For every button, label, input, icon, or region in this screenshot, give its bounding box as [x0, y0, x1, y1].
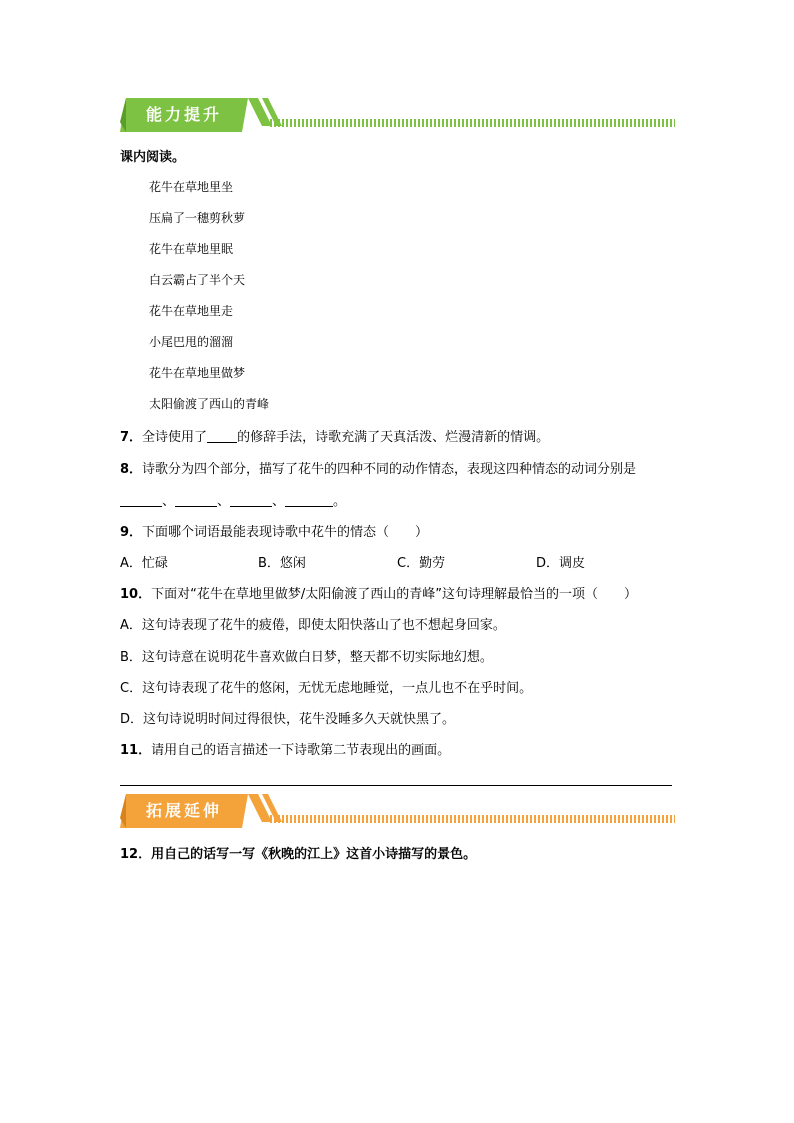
poem-line: 花牛在草地里眠	[149, 242, 234, 256]
poem-line: 白云霸占了半个天	[149, 273, 246, 287]
question-7	[120, 426, 549, 445]
question-8	[120, 458, 636, 477]
option-d[interactable]: D．调皮	[536, 556, 586, 571]
question-text: 下面对“花牛在草地里做梦/太阳偷渡了西山的青峰”这句诗理解最恰当的一项（ ）	[151, 587, 637, 602]
poem-line: 花牛在草地里走	[149, 304, 234, 318]
question-number: 7．	[120, 430, 143, 445]
poem-line: 小尾巴甩的溜溜	[149, 335, 234, 349]
option-a[interactable]: A．忙碌	[120, 556, 168, 571]
answer-blank[interactable]	[207, 428, 237, 443]
end-mark: 。	[333, 494, 347, 509]
option-b[interactable]: B．这句诗意在说明花牛喜欢做白日梦，整天都不切实际地幻想。	[120, 650, 493, 665]
option-c[interactable]: C．这句诗表现了花牛的悠闲，无忧无虑地睡觉，一点儿也不在乎时间。	[120, 681, 533, 696]
separator: 、	[162, 494, 176, 509]
reading-label: 课内阅读。	[120, 150, 186, 165]
separator: 、	[217, 494, 231, 509]
section-title-ability: 能力提升	[145, 105, 222, 124]
question-number: 10．	[120, 587, 152, 602]
question-text: 诗歌分为四个部分，描写了花牛的四种不同的动作情态，表现这四种情态的动词分别是	[142, 462, 637, 477]
question-8-blanks	[120, 490, 346, 509]
question-11	[120, 739, 450, 758]
question-text: 的修辞手法，诗歌充满了天真活泼、烂漫清新的情调。	[237, 430, 550, 445]
question-9	[120, 521, 428, 540]
option-b[interactable]: B．悠闲	[258, 556, 306, 571]
question-10	[120, 583, 637, 602]
answer-blank[interactable]	[285, 492, 333, 507]
question-number: 12．	[120, 847, 152, 862]
question-text: 请用自己的语言描述一下诗歌第二节表现出的画面。	[151, 743, 451, 758]
question-12	[120, 843, 476, 862]
poem-line: 花牛在草地里坐	[149, 180, 234, 194]
question-text: 用自己的话写一写《秋晚的江上》这首小诗描写的景色。	[151, 847, 477, 862]
answer-blank[interactable]	[120, 492, 162, 507]
poem-line: 花牛在草地里做梦	[149, 366, 246, 380]
separator: 、	[272, 494, 286, 509]
section-title-extension: 拓展延伸	[145, 801, 222, 820]
question-number: 11．	[120, 743, 152, 758]
question-number: 9．	[120, 525, 143, 540]
question-text: 下面哪个词语最能表现诗歌中花牛的情态（ ）	[142, 525, 429, 540]
option-d[interactable]: D．这句诗说明时间过得很快，花牛没睡多久天就快黑了。	[120, 712, 456, 727]
section-banner-extension	[120, 794, 675, 830]
poem-line: 太阳偷渡了西山的青峰	[149, 397, 270, 411]
section-banner-ability	[120, 98, 675, 134]
question-number: 8．	[120, 462, 143, 477]
option-c[interactable]: C．勤劳	[397, 556, 446, 571]
answer-blank[interactable]	[175, 492, 217, 507]
poem-line: 压扁了一穗剪秋萝	[149, 211, 246, 225]
option-a[interactable]: A．这句诗表现了花牛的疲倦，即使太阳快落山了也不想起身回家。	[120, 618, 506, 633]
answer-blank[interactable]	[230, 492, 272, 507]
answer-line[interactable]	[120, 785, 672, 786]
question-text: 全诗使用了	[142, 430, 208, 445]
